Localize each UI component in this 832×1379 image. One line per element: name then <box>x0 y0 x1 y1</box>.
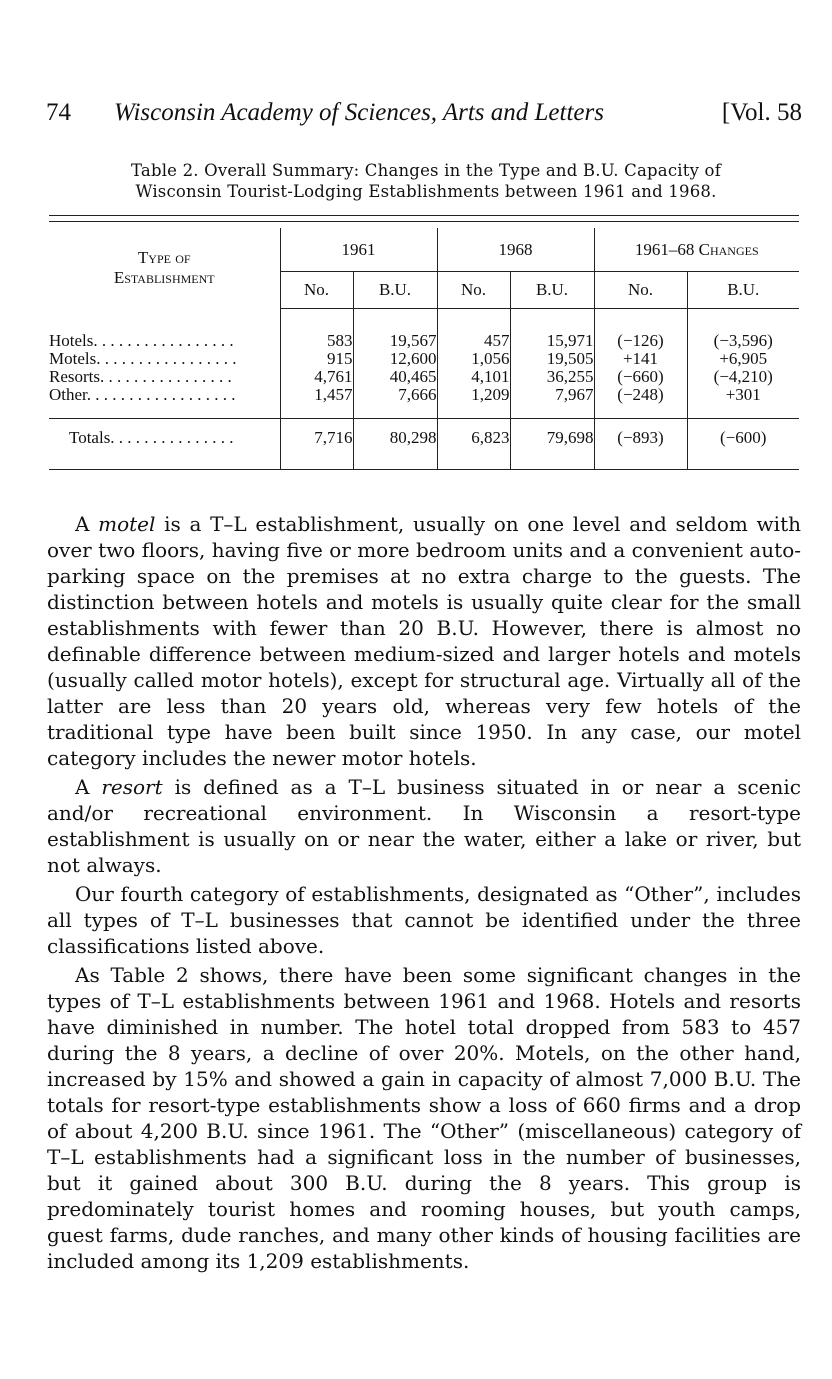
total-no-1961: 7,716 <box>280 419 353 458</box>
table-top-rule-inner <box>49 221 799 222</box>
row-label: Resorts. . . . . . . . . . . . . . . . <box>49 368 280 386</box>
term-resort: resort <box>101 775 163 799</box>
total-no-change: (−893) <box>594 419 687 458</box>
table-top-rule <box>49 215 799 216</box>
cell-no-change: +141 <box>594 350 687 368</box>
year-1968-header: 1968 <box>437 228 594 272</box>
p2-lead: A <box>75 775 102 799</box>
col-no-1968: No. <box>437 272 510 309</box>
total-bu-1961: 80,298 <box>353 419 437 458</box>
cell-no-1968: 1,056 <box>437 350 510 368</box>
col-bu-changes: B.U. <box>687 272 799 309</box>
cell-no-change: (−126) <box>594 332 687 350</box>
paragraph-other: Our fourth category of establishments, designated as “Other”, includes all types of T–L businesses that cannot be identified under the three classifications listed above. <box>47 882 801 958</box>
col-no-1961: No. <box>280 272 353 309</box>
paragraph-motel <box>47 511 801 771</box>
cell-bu-1968: 19,505 <box>510 350 594 368</box>
total-bu-change: (−600) <box>687 419 799 458</box>
total-no-1968: 6,823 <box>437 419 510 458</box>
row-label: Motels. . . . . . . . . . . . . . . . . <box>49 350 280 368</box>
cell-no-1961: 1,457 <box>280 386 353 404</box>
body-text <box>47 511 801 1277</box>
cell-bu-1961: 19,567 <box>353 332 437 350</box>
table-bottom-rule <box>49 470 799 471</box>
volume-label: [Vol. 58 <box>721 99 802 126</box>
summary-table <box>49 228 799 470</box>
totals-label: Totals. . . . . . . . . . . . . . . <box>49 419 280 458</box>
type-of-establishment-header <box>49 228 280 309</box>
cell-bu-change: +6,905 <box>719 349 768 368</box>
cell-no-1961: 915 <box>280 350 353 368</box>
total-bu-1968: 79,698 <box>510 419 594 458</box>
cell-bu-1968: 36,255 <box>510 368 594 386</box>
type-header-line-1: Type of <box>137 248 191 268</box>
cell-no-1961: 583 <box>280 332 353 350</box>
cell-bu-1968: 15,971 <box>510 332 594 350</box>
cell-bu-1961: 12,600 <box>353 350 437 368</box>
p1-lead: A <box>75 512 99 536</box>
row-label: Hotels. . . . . . . . . . . . . . . . . <box>49 332 280 350</box>
cell-bu-change: +301 <box>725 385 761 404</box>
journal-title: Wisconsin Academy of Sciences, Arts and Letters <box>114 99 604 126</box>
year-1961-header: 1961 <box>280 228 437 272</box>
cell-no-change: (−660) <box>594 368 687 386</box>
paragraph-changes: As Table 2 shows, there have been some significant changes in the types of T–L establishments between 1961 and 1968. Hotels and resorts have diminished in number. The hotel total dropped from 583 to 457 during the 8 years, a decline of over 20%. Motels, on the other hand, increased by 15% and showed a gain in capacity of almost 7,000 B.U. The totals for resort-type establishments show a loss of 660 firms and a drop of about 4,200 B.U. since 1961. The “Other” (miscellaneous) category of T–L establishments had a significant loss in the number of businesses, but it gained about 300 B.U. during the 8 years. This group is predominately tourist homes and rooming houses, but youth camps, guest farms, dude ranches, and many other kinds of housing facilities are included among its 1,209 establishments. <box>47 963 801 1273</box>
cell-no-change: (−248) <box>594 386 687 404</box>
table-row-motels <box>49 350 799 368</box>
cell-bu-1961: 7,666 <box>353 386 437 404</box>
table-caption <box>46 160 806 202</box>
page-number: 74 <box>46 99 71 126</box>
type-header-line-2: Establishment <box>113 268 215 288</box>
col-no-changes: No. <box>594 272 687 309</box>
p1-body: is a T–L establishment, usually on one level and seldom with over two floors, having five or more bedroom units and a convenient auto-parking space on the premises at no extra charge to the guests. The distinction between hotels and motels is usually quite clear for the small establishments with fewer than 20 B.U. However, there is almost no definable difference between medium-sized and larger hotels and motels (usually called motor hotels), except for structural age. Virtually all of the latter are less than 20 years old, whereas very few hotels of the traditional type have been built since 1950. In any case, our motel category includes the newer motor hotels. <box>47 512 801 770</box>
cell-no-1968: 457 <box>437 332 510 350</box>
term-motel: motel <box>98 512 156 536</box>
cell-bu-change: (−3,596) <box>713 331 773 350</box>
paragraph-resort <box>47 774 801 878</box>
cell-no-1961: 4,761 <box>280 368 353 386</box>
table-row-totals <box>49 419 799 458</box>
cell-no-1968: 4,101 <box>437 368 510 386</box>
table-row-other <box>49 386 799 404</box>
cell-bu-1961: 40,465 <box>353 368 437 386</box>
col-bu-1961: B.U. <box>353 272 437 309</box>
table-row-hotels <box>49 332 799 350</box>
p2-body: is defined as a T–L business situated in or near a scenic and/or recreational environment. In Wisconsin a resort-type establishment is usually on or near the water, either a lake or river, but not always. <box>47 775 801 877</box>
cell-no-1968: 1,209 <box>437 386 510 404</box>
table-caption-line-1: Table 2. Overall Summary: Changes in the Type and B.U. Capacity of <box>130 161 721 180</box>
col-bu-1968: B.U. <box>510 272 594 309</box>
row-label: Other. . . . . . . . . . . . . . . . . . <box>49 386 280 404</box>
table-caption-line-2: Wisconsin Tourist-Lodging Establishments between 1961 and 1968. <box>135 182 717 201</box>
cell-bu-1968: 7,967 <box>510 386 594 404</box>
cell-bu-change: (−4,210) <box>713 367 773 386</box>
table-row-resorts <box>49 368 799 386</box>
changes-header: 1961–68 Changes <box>594 228 799 272</box>
